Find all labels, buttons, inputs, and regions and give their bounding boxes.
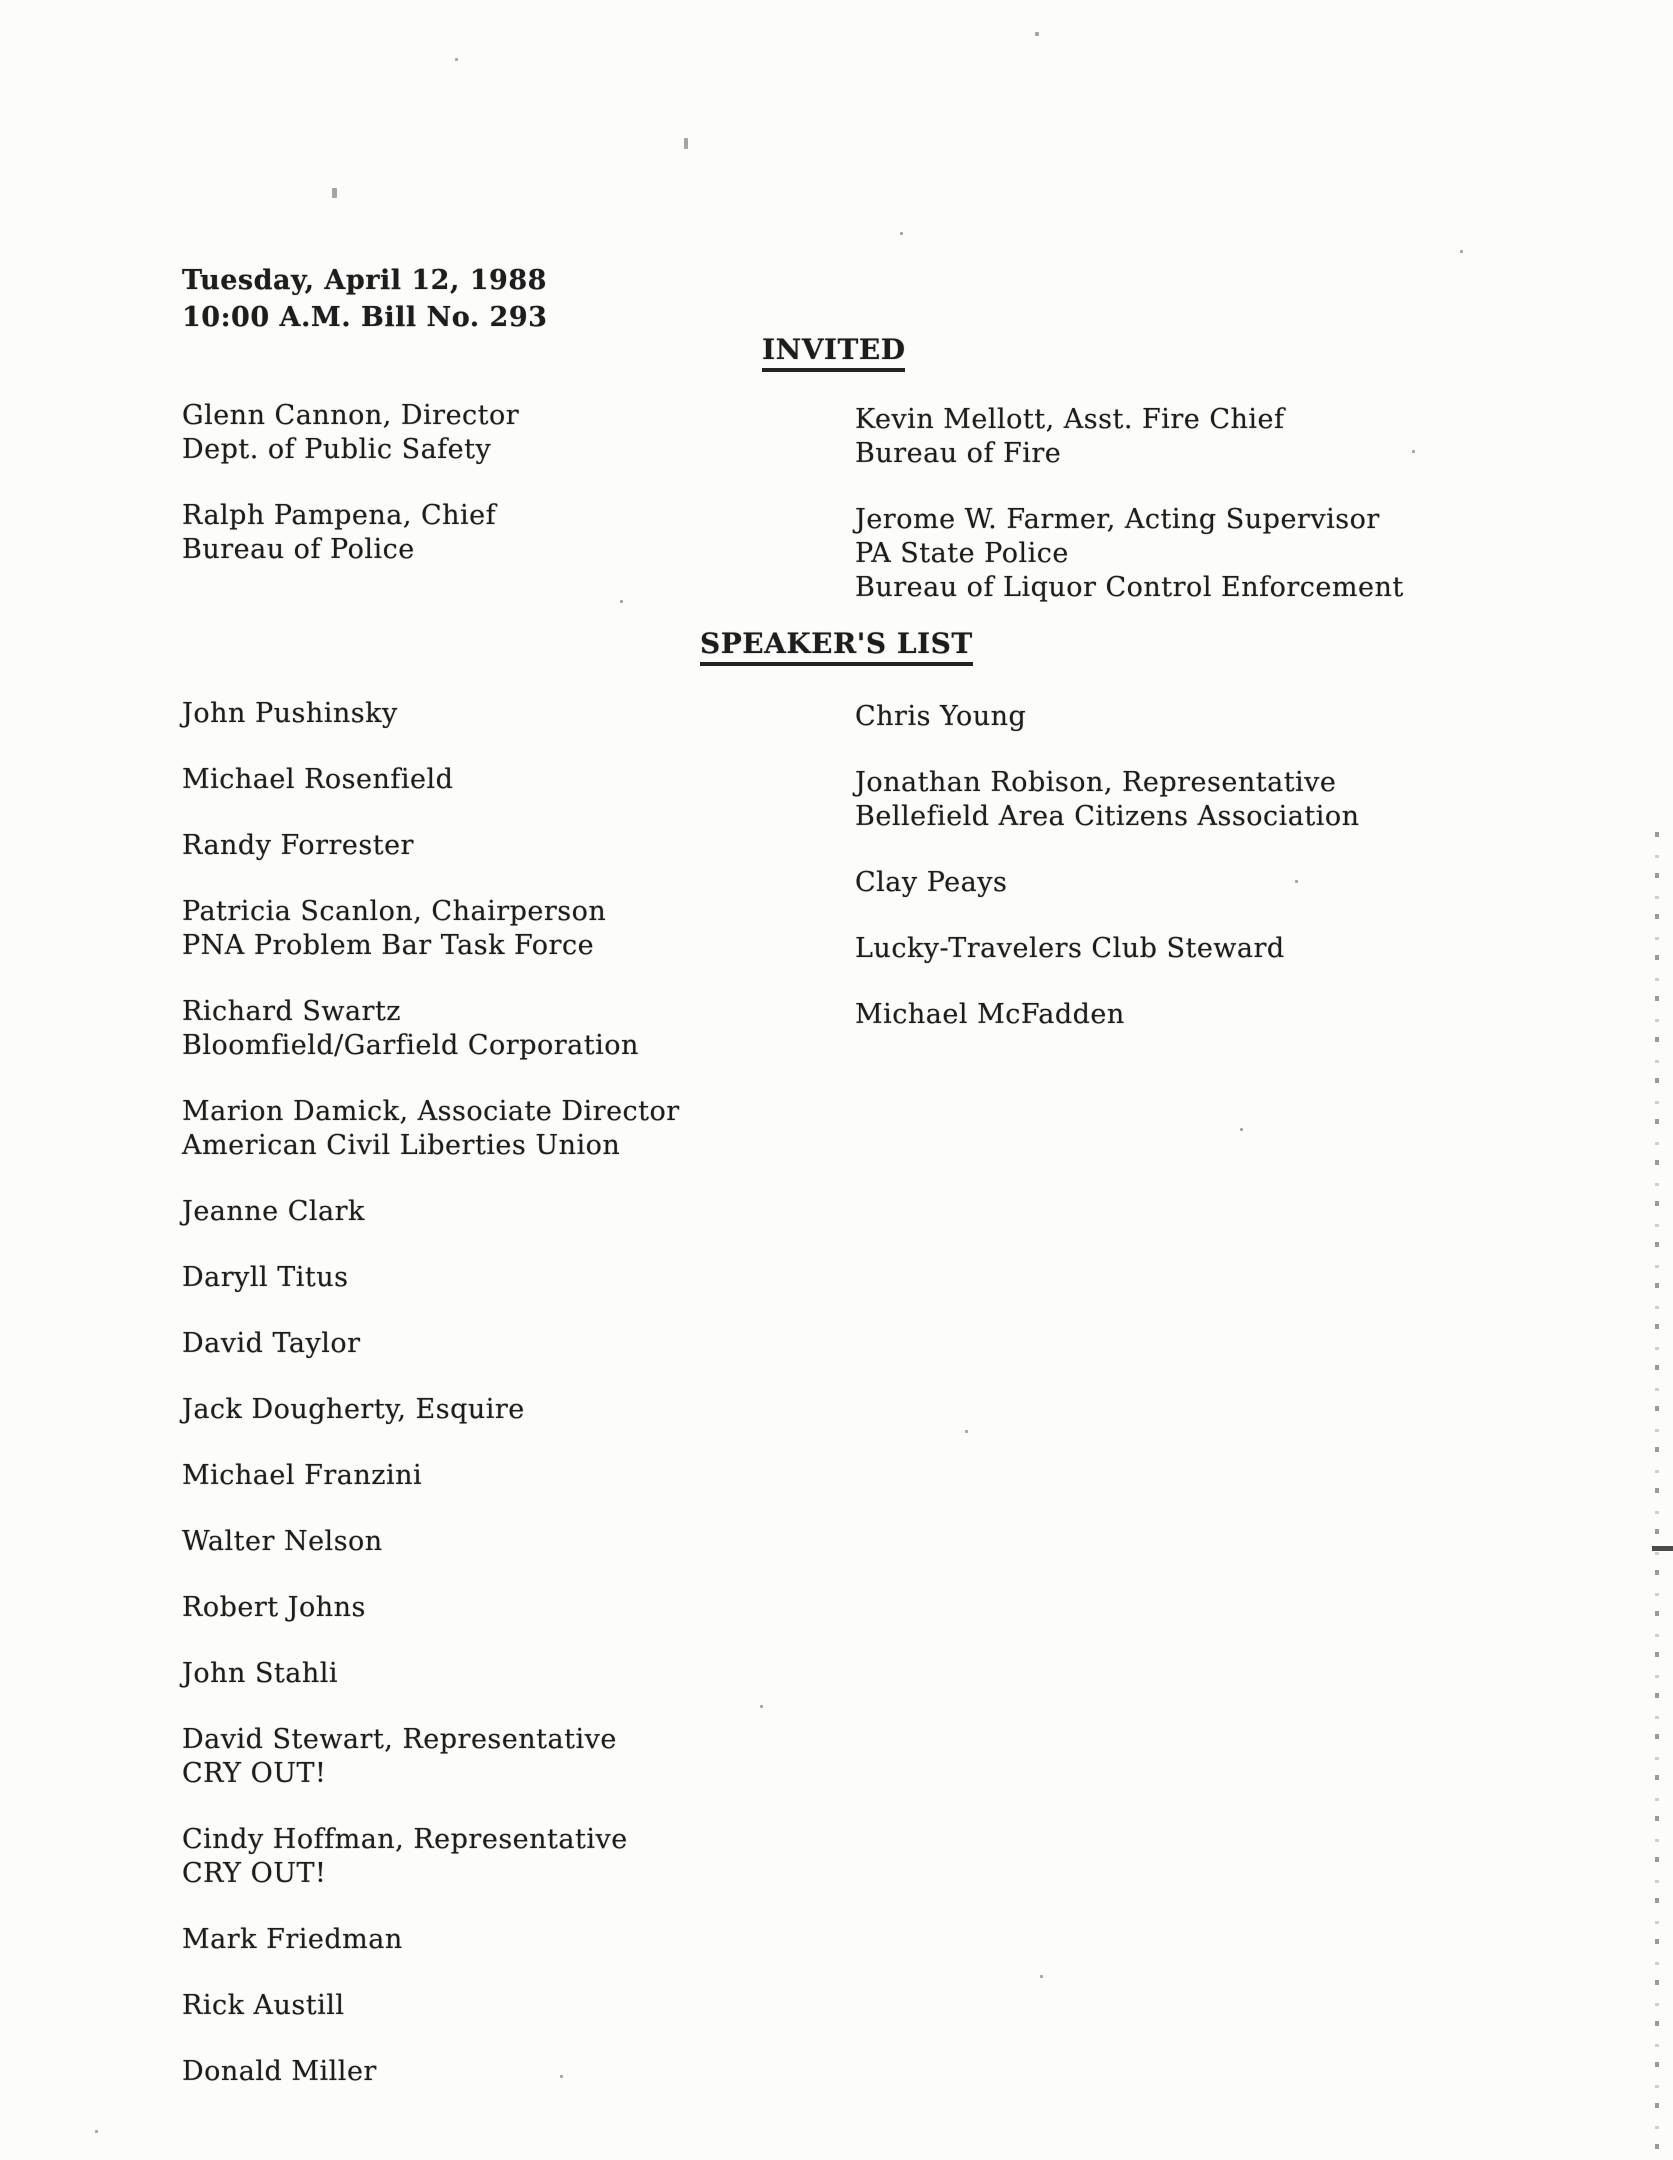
entry-line: John Stahli	[182, 1658, 339, 1689]
speaker-entry	[855, 766, 1360, 834]
speaker-entry	[182, 1327, 680, 1361]
entry-line: Cindy Hoffman, Representative	[182, 1824, 628, 1855]
invited-entry	[855, 503, 1404, 605]
scan-speck	[900, 232, 903, 235]
scan-margin-noise	[1655, 832, 1659, 2154]
entry-line: Bellefield Area Citizens Association	[855, 801, 1360, 832]
entry-line: John Pushinsky	[182, 698, 398, 729]
entry-line: Jeanne Clark	[182, 1196, 365, 1227]
entry-line: Chris Young	[855, 701, 1027, 732]
speaker-entry	[855, 700, 1360, 734]
speakers-column-right	[855, 700, 1360, 1064]
entry-line: American Civil Liberties Union	[182, 1130, 621, 1161]
entry-line: Patricia Scanlon, Chairperson	[182, 896, 607, 927]
entry-line: Michael McFadden	[855, 999, 1125, 1030]
scan-speck	[1035, 32, 1039, 36]
entry-line: CRY OUT!	[182, 1858, 327, 1889]
scan-speck	[455, 58, 458, 61]
speaker-entry	[182, 1393, 680, 1427]
entry-line: Michael Franzini	[182, 1460, 423, 1491]
scan-speck	[1412, 450, 1415, 453]
scan-speck	[1040, 1975, 1043, 1978]
speakers-column-left	[182, 697, 680, 2121]
entry-line: Bureau of Fire	[855, 438, 1062, 469]
speaker-entry	[182, 1723, 680, 1791]
entry-line: Kevin Mellott, Asst. Fire Chief	[855, 404, 1285, 435]
entry-line: PA State Police	[855, 538, 1069, 569]
entry-line: Lucky-Travelers Club Steward	[855, 933, 1285, 964]
scan-speck	[620, 600, 623, 603]
speaker-entry	[182, 763, 680, 797]
speaker-entry	[182, 829, 680, 863]
entry-line: PNA Problem Bar Task Force	[182, 930, 595, 961]
entry-line: Ralph Pampena, Chief	[182, 500, 497, 531]
invited-column-left	[182, 399, 519, 599]
speaker-entry	[855, 998, 1360, 1032]
speakers-heading: SPEAKER'S LIST	[700, 627, 973, 666]
entry-line: Randy Forrester	[182, 830, 414, 861]
speaker-entry	[182, 2055, 680, 2089]
entry-line: Jack Dougherty, Esquire	[182, 1394, 525, 1425]
entry-line: David Stewart, Representative	[182, 1724, 617, 1755]
speaker-entry	[182, 1923, 680, 1957]
entry-line: David Taylor	[182, 1328, 361, 1359]
speaker-entry	[182, 1823, 680, 1891]
invited-entry	[182, 399, 519, 467]
entry-line: CRY OUT!	[182, 1758, 327, 1789]
invited-column-right	[855, 403, 1404, 637]
speaker-entry	[182, 1459, 680, 1493]
scan-speck	[1295, 880, 1298, 883]
entry-line: Marion Damick, Associate Director	[182, 1096, 680, 1127]
entry-line: Daryll Titus	[182, 1262, 349, 1293]
scan-speck	[684, 138, 688, 149]
scan-speck	[95, 2130, 98, 2133]
speaker-entry	[855, 932, 1360, 966]
entry-line: Donald Miller	[182, 2056, 377, 2087]
speaker-entry	[182, 1591, 680, 1625]
speaker-entry	[182, 1989, 680, 2023]
speaker-entry	[182, 697, 680, 731]
scan-speck	[332, 188, 337, 198]
speaker-entry	[182, 1095, 680, 1163]
speaker-entry	[182, 1195, 680, 1229]
scan-speck	[560, 2075, 563, 2078]
entry-line: Walter Nelson	[182, 1526, 383, 1557]
speaker-entry	[182, 1261, 680, 1295]
header-date-line: Tuesday, April 12, 1988	[182, 265, 547, 296]
entry-line: Bureau of Police	[182, 534, 415, 565]
invited-entry	[855, 403, 1404, 471]
entry-line: Michael Rosenfield	[182, 764, 454, 795]
speaker-entry	[182, 1657, 680, 1691]
scan-speck	[1240, 1128, 1243, 1131]
scan-speck	[1460, 250, 1463, 253]
scan-margin-tick	[1652, 1546, 1673, 1551]
invited-entry	[182, 499, 519, 567]
scan-speck	[965, 1430, 968, 1433]
speaker-entry	[855, 866, 1360, 900]
speaker-entry	[182, 1525, 680, 1559]
entry-line: Jonathan Robison, Representative	[855, 767, 1337, 798]
date-header	[182, 262, 547, 336]
speaker-entry	[182, 895, 680, 963]
entry-line: Dept. of Public Safety	[182, 434, 492, 465]
entry-line: Bureau of Liquor Control Enforcement	[855, 572, 1404, 603]
entry-line: Jerome W. Farmer, Acting Supervisor	[855, 504, 1380, 535]
entry-line: Mark Friedman	[182, 1924, 403, 1955]
invited-heading: INVITED	[762, 333, 905, 372]
entry-line: Robert Johns	[182, 1592, 366, 1623]
entry-line: Glenn Cannon, Director	[182, 400, 520, 431]
entry-line: Bloomfield/Garfield Corporation	[182, 1030, 639, 1061]
scan-speck	[760, 1705, 763, 1708]
header-bill-line: 10:00 A.M. Bill No. 293	[182, 302, 548, 333]
entry-line: Clay Peays	[855, 867, 1008, 898]
entry-line: Richard Swartz	[182, 996, 402, 1027]
speaker-entry	[182, 995, 680, 1063]
entry-line: Rick Austill	[182, 1990, 345, 2021]
